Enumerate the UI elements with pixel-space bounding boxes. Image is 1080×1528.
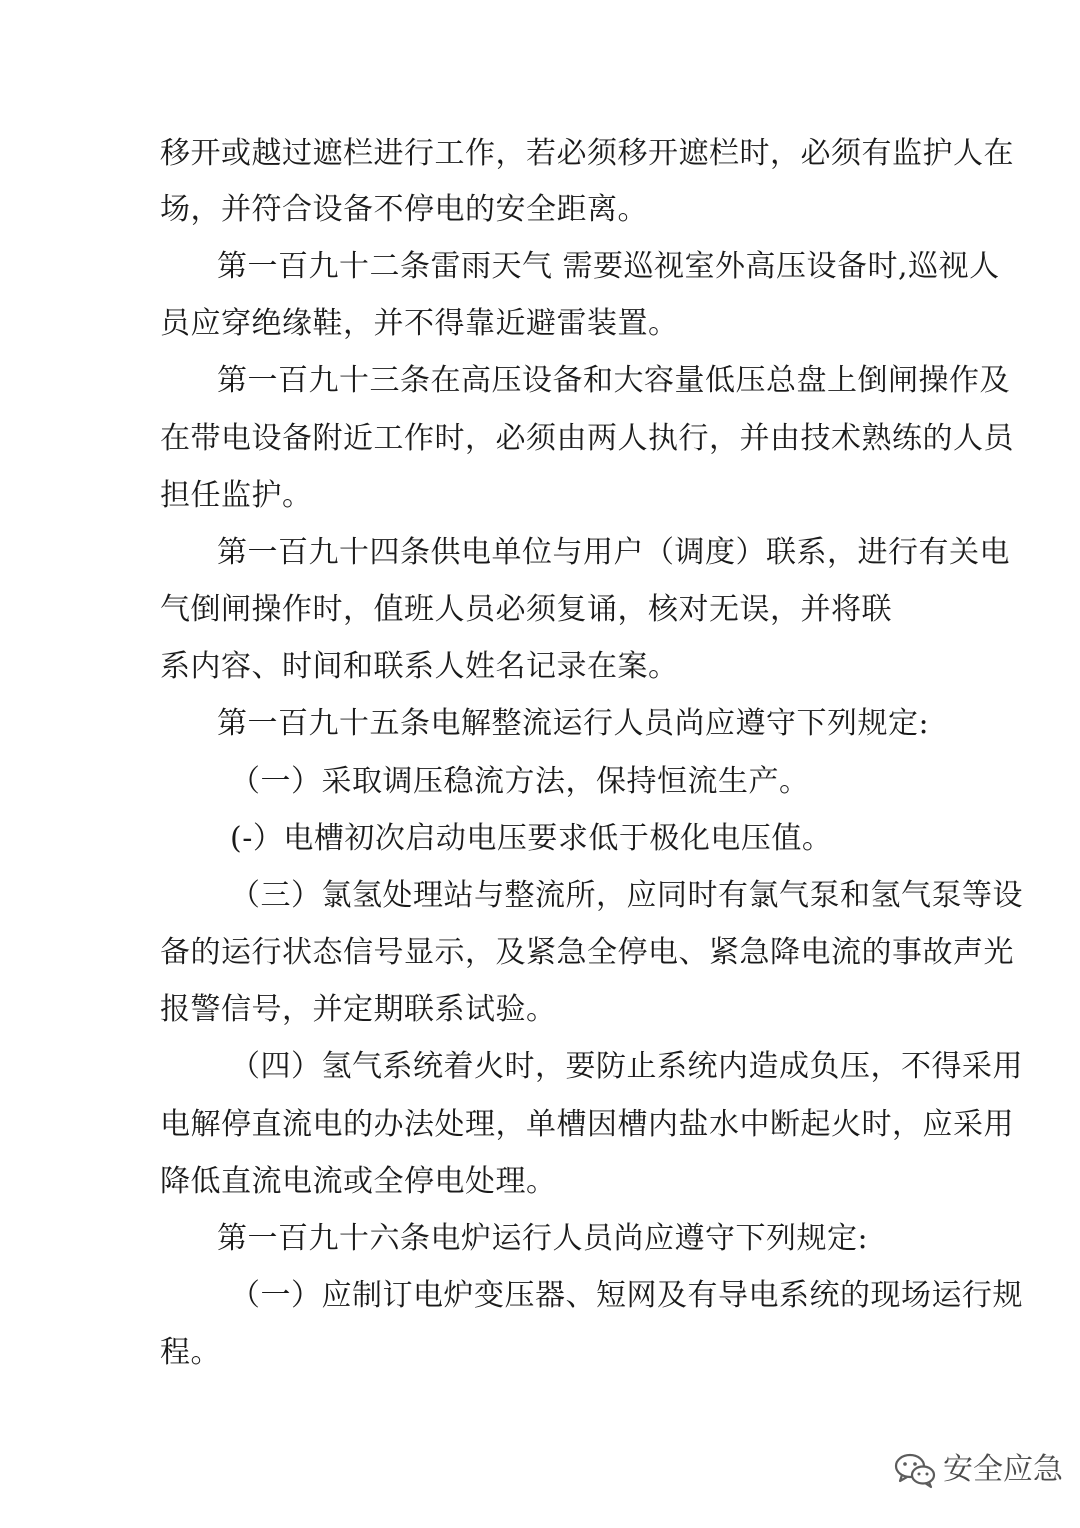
text-line: （四）氢气系统着火时，要防止系统内造成负压，不得采用 [230, 1049, 1023, 1084]
text-line: 降低直流电流或全停电处理。 [160, 1164, 557, 1199]
text-line: 备的运行状态信号显示，及紧急全停电、紧急降电流的事故声光 [160, 935, 1014, 970]
text-line: 气倒闸操作时，值班人员必须复诵，核对无误，并将联 [160, 592, 892, 627]
text-line: 第一百九十四条供电单位与用户（调度）联系，进行有关电 [217, 535, 1010, 570]
text-line: 第一百九十六条电炉运行人员尚应遵守下列规定: [217, 1221, 869, 1256]
text-line: 第一百九十三条在高压设备和大容量低压总盘上倒闸操作及 [217, 363, 1010, 398]
text-line: (-）电槽初次启动电压要求低于极化电压值。 [230, 821, 833, 856]
text-line: 在带电设备附近工作时，必须由两人执行，并由技术熟练的人员 [160, 421, 1014, 456]
text-line: 场，并符合设备不停电的安全距离。 [160, 192, 648, 227]
watermark-text: 安全应急 [943, 1452, 1063, 1487]
text-line: （一）采取调压稳流方法，保持恒流生产。 [230, 764, 810, 799]
text-line: 系内容、时间和联系人姓名记录在案。 [160, 649, 679, 684]
text-line: 移开或越过遮栏进行工作，若必须移开遮栏时，必须有监护人在 [160, 136, 1014, 171]
text-line: 电解停直流电的办法处理，单槽因槽内盐水中断起火时，应采用 [160, 1107, 1014, 1142]
text-line: （三）氯氢处理站与整流所，应同时有氯气泵和氢气泵等设 [230, 878, 1023, 913]
text-line: （一）应制订电炉变压器、短网及有导电系统的现场运行规 [230, 1278, 1023, 1313]
wechat-icon [893, 1450, 937, 1490]
text-line: 第一百九十二条雷雨天气 需要巡视室外高压设备时,巡视人 [217, 249, 1000, 284]
text-line: 担任监护。 [160, 478, 313, 513]
text-line: 第一百九十五条电解整流运行人员尚应遵守下列规定: [217, 706, 930, 741]
text-line: 报警信号，并定期联系试验。 [160, 992, 557, 1027]
watermark [893, 1448, 1063, 1492]
text-line: 程。 [160, 1335, 221, 1370]
text-line: 员应穿绝缘鞋，并不得靠近避雷装置。 [160, 306, 679, 341]
